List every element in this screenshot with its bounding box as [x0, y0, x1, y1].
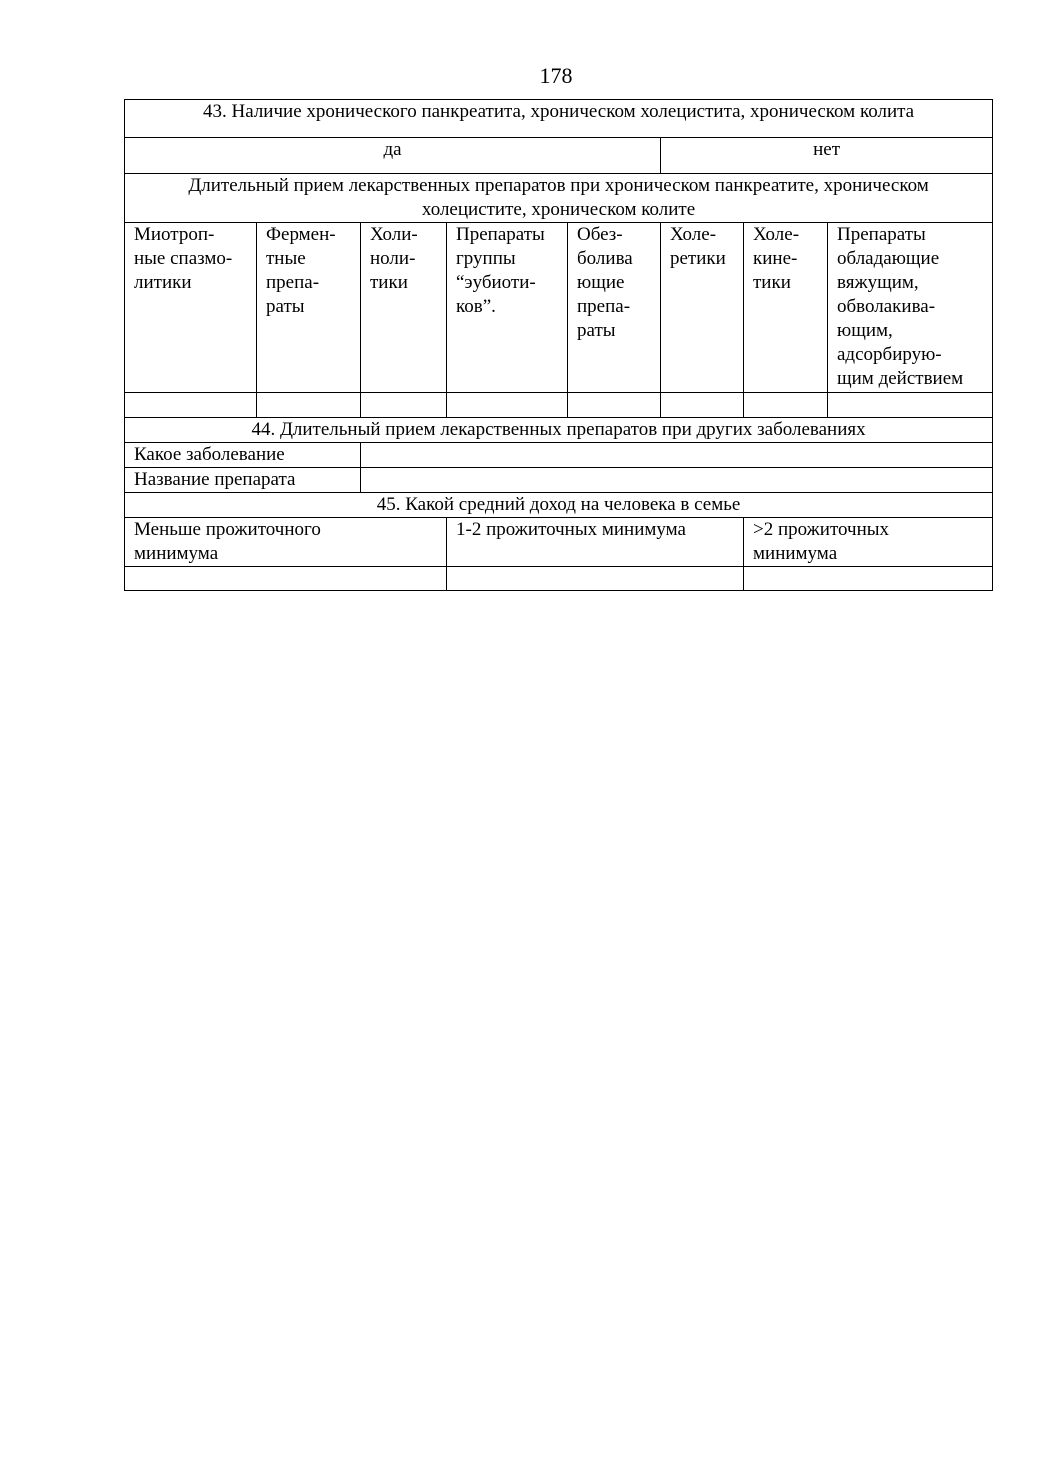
line: Миотроп-	[134, 224, 215, 245]
drug-group-answer-7[interactable]	[744, 393, 828, 418]
line: щим действием	[837, 368, 964, 389]
income-option-one-to-two	[447, 518, 744, 567]
line: ющим,	[837, 320, 893, 341]
income-option-below-minimum	[125, 518, 447, 567]
drug-group-answer-2[interactable]	[257, 393, 361, 418]
line: тики	[753, 272, 791, 293]
drug-group-header-6	[661, 223, 744, 393]
line: препа-	[577, 296, 631, 317]
drug-group-header-3	[361, 223, 447, 393]
line: Препараты	[837, 224, 926, 245]
drug-group-header-7	[744, 223, 828, 393]
questionnaire-table	[124, 99, 993, 591]
line: тики	[370, 272, 408, 293]
drug-group-answer-8[interactable]	[828, 393, 993, 418]
line: болива	[577, 248, 633, 269]
line: тные	[266, 248, 306, 269]
long-term-title-line-1: Длительный прием лекарственных препаратов при хроническом панкреатите, хроническом	[188, 175, 929, 196]
q44-title: 44. Длительный прием лекарственных препаратов при других заболеваниях	[125, 418, 993, 443]
income-option-above-two	[744, 518, 993, 567]
line: ретики	[670, 248, 726, 269]
line: вяжущим,	[837, 272, 919, 293]
drug-group-answer-4[interactable]	[447, 393, 568, 418]
line: препа-	[266, 272, 320, 293]
drug-group-header-1	[125, 223, 257, 393]
q43-answer-yes[interactable]: да	[125, 138, 661, 174]
line: кине-	[753, 248, 798, 269]
line: Фермен-	[266, 224, 336, 245]
income-answer-3[interactable]	[744, 567, 993, 591]
drug-group-answer-5[interactable]	[568, 393, 661, 418]
q43-answer-no[interactable]: нет	[661, 138, 993, 174]
line: Холе-	[753, 224, 800, 245]
drug-group-header-8	[828, 223, 993, 393]
line: раты	[266, 296, 305, 317]
line: раты	[577, 320, 616, 341]
line: “эубиоти-	[456, 272, 536, 293]
line: обволакива-	[837, 296, 936, 317]
drug-group-header-5	[568, 223, 661, 393]
long-term-drugs-title	[125, 174, 993, 223]
drug-name-label: Название препарата	[125, 468, 361, 493]
line: ков”.	[456, 296, 496, 317]
long-term-title-line-2: холецистите, хроническом колите	[421, 199, 696, 220]
line: минимума	[753, 543, 838, 564]
line: обладающие	[837, 248, 940, 269]
line: Обез-	[577, 224, 623, 245]
line: ноли-	[370, 248, 416, 269]
line: 1-2 прожиточных минимума	[456, 519, 686, 540]
line: адсорбирую-	[837, 344, 942, 365]
line: Препараты	[456, 224, 545, 245]
drug-group-answer-6[interactable]	[661, 393, 744, 418]
drug-group-header-4	[447, 223, 568, 393]
line: >2 прожиточных	[753, 519, 890, 540]
q45-title: 45. Какой средний доход на человека в семье	[125, 493, 993, 518]
income-answer-2[interactable]	[447, 567, 744, 591]
drug-group-answer-3[interactable]	[361, 393, 447, 418]
line: Меньше прожиточного	[134, 519, 321, 540]
drug-group-header-2	[257, 223, 361, 393]
q43-title: 43. Наличие хронического панкреатита, хроническом холецистита, хроническом колита	[125, 100, 993, 138]
line: Холе-	[670, 224, 717, 245]
drug-group-answer-1[interactable]	[125, 393, 257, 418]
line: ные спазмо-	[134, 248, 233, 269]
income-answer-1[interactable]	[125, 567, 447, 591]
disease-label: Какое заболевание	[125, 443, 361, 468]
disease-field[interactable]	[361, 443, 993, 468]
line: литики	[134, 272, 192, 293]
drug-name-field[interactable]	[361, 468, 993, 493]
line: ющие	[577, 272, 625, 293]
line: группы	[456, 248, 516, 269]
page-number: 178	[539, 63, 573, 88]
line: Холи-	[370, 224, 418, 245]
line: минимума	[134, 543, 219, 564]
